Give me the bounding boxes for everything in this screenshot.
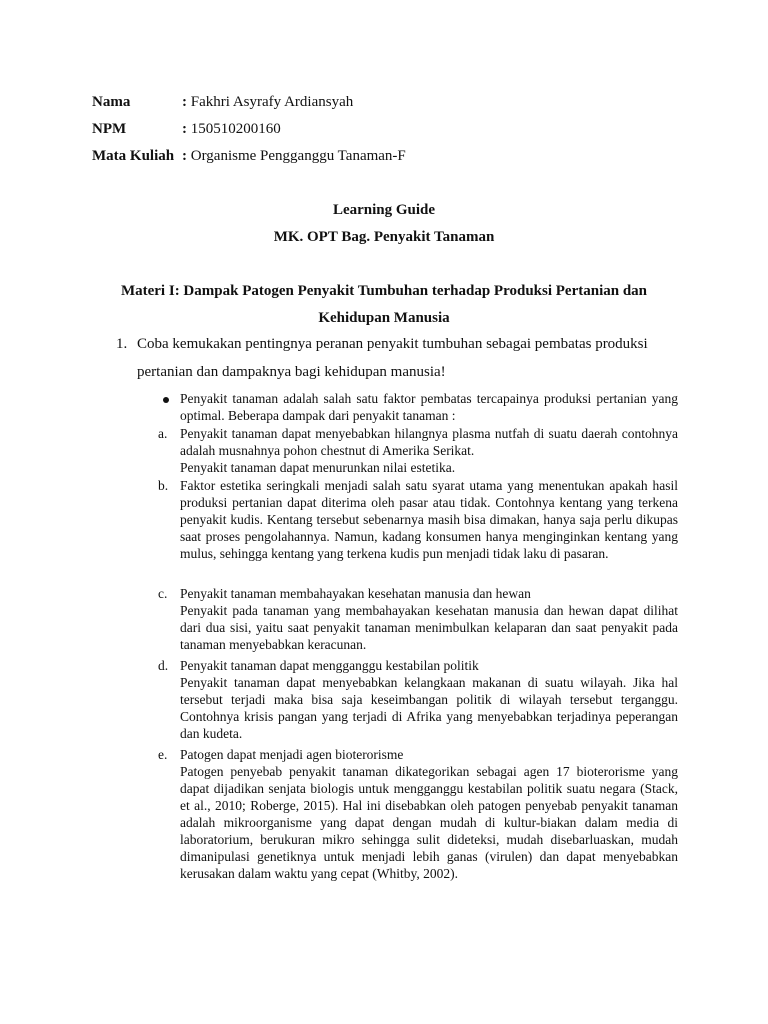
item-marker-d: d. [158,658,169,673]
question-text: Coba kemukakan pentingnya peranan penyakit tumbuhan sebagai pembatas produksi pertanian dan dampaknya bagi kehidupan manusia! [137,336,648,380]
course-title: MK. OPT Bag. Penyakit Tanaman [273,229,495,245]
item-a-line-1: Penyakit tanaman dapat menyebabkan hilangnya plasma nutfah di suatu daerah contohnya adalah musnahnya pohon chestnut di Amerika Serikat. [180,426,678,458]
item-a-line-2: Penyakit tanaman dapat menurunkan nilai estetika. [180,460,456,475]
item-body-e [180,746,678,882]
npm-colon: : [182,121,187,137]
item-body-a [180,425,678,476]
item-body-d [180,657,678,742]
npm-value: 150510200160 [190,121,281,137]
learning-guide-title: Learning Guide [332,202,436,218]
course-label: Mata Kuliah [92,148,175,164]
materi-title-line2: Kehidupan Manusia [318,310,450,326]
bullet-text: Penyakit tanaman adalah salah satu faktor pembatas tercapainya produksi pertanian yang optimal. Beberapa dampak dari penyakit tanaman : [180,391,678,423]
materi-title-line1: Materi I: Dampak Patogen Penyakit Tumbuhan terhadap Produksi Pertanian dan [120,283,648,299]
course-value-wrap [182,147,406,165]
item-d-line-2: Penyakit tanaman dapat menyebabkan kelangkaan makanan di suatu wilayah. Jika hal tersebut terjadi maka bisa saja keseimbangan politik di wilayah tersebut terganggu. Contohnya krisis pangan yang terjadi di Afrika yang menyebabkan terjadinya peperangan dan kudeta. [180,675,678,741]
name-label: Nama [92,94,131,110]
item-b-line-1: Faktor estetika seringkali menjadi salah satu syarat utama yang menentukan apakah hasil produksi pertanian dapat diterima oleh pasar atau tidak. Contohnya kentang yang terkena penyakit kudis. Kentang tersebut sebenarnya masih bisa dimakan, hanya saja perlu dikupas saat proses pengolahannya. Namun, kadang konsumen hanya menginginkan kentang yang mulus, sehingga kentang yang terkena kudis pun menjadi tidak laku di pasaran. [180,478,678,561]
course-value: Organisme Pengganggu Tanaman-F [190,148,406,164]
item-e-line-1: Patogen dapat menjadi agen bioterorisme [180,747,404,762]
item-marker-a: a. [158,426,168,441]
name-value-wrap [182,93,353,111]
npm-value-wrap [182,120,281,138]
bullet-marker [158,390,178,407]
item-body-b [180,477,678,562]
question-number: 1. [116,336,128,352]
name-value: Fakhri Asyrafy Ardiansyah [190,94,354,110]
bullet-dot-icon [163,397,169,403]
item-c-line-2: Penyakit pada tanaman yang membahayakan kesehatan manusia dan hewan dapat dilihat dari dua sisi, yaitu saat penyakit tanaman menimbulkan kelaparan dan saat penyakit pada tanaman menyebabkan keracunan. [180,603,678,652]
item-e-line-2: Patogen penyebab penyakit tanaman dikategorikan sebagai agen 17 bioterorisme yang dapat dijadikan senjata biologis untuk mengganggu kestabilan politik suatu negara (Stack, et al., 2010; Roberge, 2015). Hal ini disebabkan oleh patogen penyebab penyakit tanaman adalah mikroorganisme yang dapat dengan mudah di kultur-biakan dalam media di laboratorium, berukuran mikro sehingga sulit dideteksi, mudah disebarluaskan, mudah dimanipulasi genetiknya untuk menjadi lebih ganas (virulen) dan dapat menyebabkan kerusakan dalam waktu yang cepat (Whitby, 2002). [180,764,678,881]
course-colon: : [182,148,187,164]
item-body-c [180,585,678,653]
item-marker-e: e. [158,747,168,762]
item-marker-b: b. [158,478,169,493]
name-colon: : [182,94,187,110]
item-c-line-1: Penyakit tanaman membahayakan kesehatan manusia dan hewan [180,586,531,601]
item-marker-c: c. [158,586,168,601]
bullet-body [180,390,678,424]
item-d-line-1: Penyakit tanaman dapat mengganggu kestabilan politik [180,658,479,673]
npm-label: NPM [92,121,127,137]
